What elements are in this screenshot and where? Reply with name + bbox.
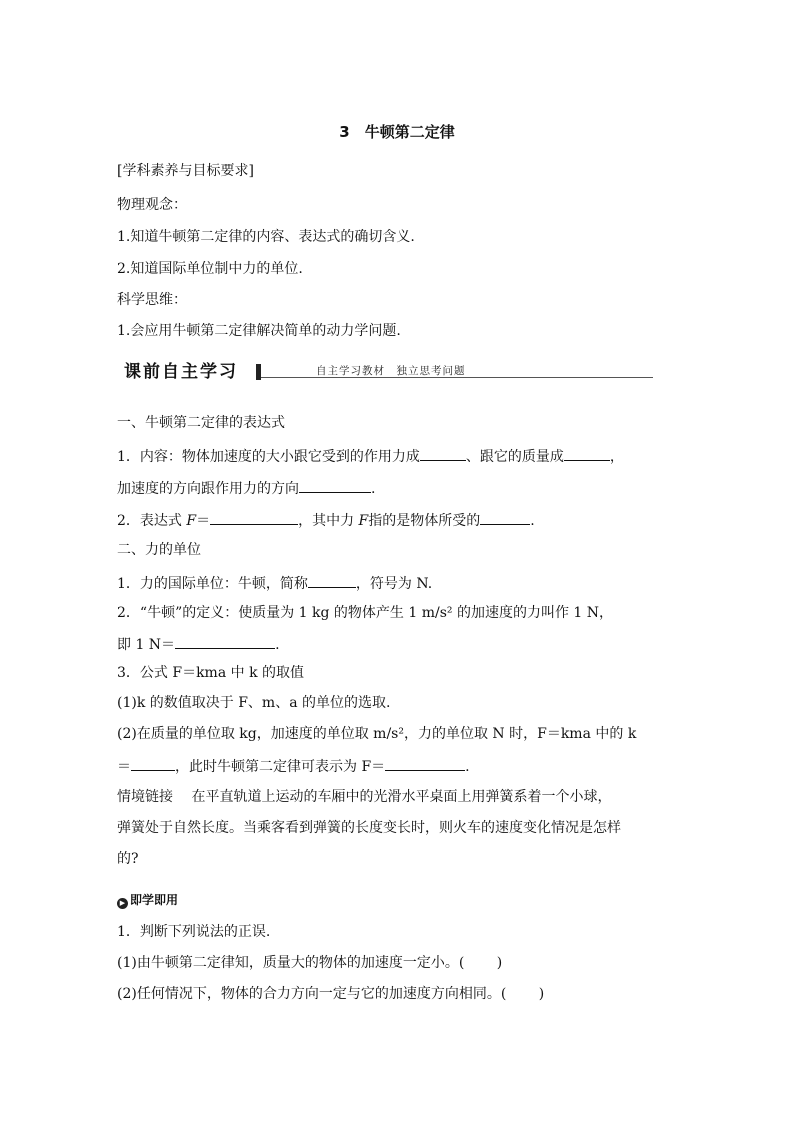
exercise-line: (1)k 的数值取决于 F、m、a 的单位的选取. [117,695,391,711]
answer-blank [385,756,465,771]
answer-blank [308,573,356,588]
exercise-line: 2．表达式 F＝ ，其中力 F指的是物体所受的 . [117,510,535,530]
section-heading: 一、牛顿第二定律的表达式 [117,415,285,431]
banner-label: 课前自主学习 [124,362,238,382]
answer-blank [175,634,275,649]
answer-blank [480,510,530,525]
banner-subtitle: 自主学习教材 独立思考问题 [316,365,466,377]
scenario-text: 弹簧处于自然长度。当乘客看到弹簧的长度变长时，则火车的速度变化情况是怎样 [117,820,621,836]
exercise-line: 加速度的方向跟作用力的方向 . [117,478,375,498]
goal-category: 科学思维： [117,292,187,308]
page-title: 3 牛顿第二定律 [339,123,455,141]
exercise-line: 即 1 N＝ . [117,634,280,654]
goal-category: 物理观念： [117,197,187,213]
exercise-line: (1)由牛顿第二定律知，质量大的物体的加速度一定小。( ) [117,955,503,971]
answer-blank [131,756,175,771]
exercise-line: 1．判断下列说法的正误. [117,924,271,940]
exercise-line: 2．“牛顿”的定义：使质量为 1 kg 的物体产生 1 m/s² 的加速度的力叫作 1 N， [117,605,614,621]
goal-item: 1.知道牛顿第二定律的内容、表达式的确切含义. [117,229,415,245]
exercise-line: (2)在质量的单位取 kg，加速度的单位取 m/s²，力的单位取 N 时，F＝kma 中的 k [117,726,637,742]
play-icon: ▶ [117,898,128,909]
practice-heading: ▶ 即学即用 [117,891,178,909]
scenario-text: 的? [117,851,139,867]
answer-blank [299,478,371,493]
answer-blank [564,446,610,461]
answer-blank [420,446,466,461]
goal-item: 1.会应用牛顿第二定律解决简单的动力学问题. [117,323,401,339]
scenario-text: 情境链接 在平直轨道上运动的车厢中的光滑水平桌面上用弹簧系着一个小球， [117,789,612,805]
exercise-line: 3．公式 F＝kma 中 k 的取值 [117,665,305,681]
answer-blank [210,510,298,525]
section-banner [118,362,654,384]
exercise-line: 1．内容：物体加速度的大小跟它受到的作用力成 、跟它的质量成 ， [117,446,624,466]
exercise-line: ＝ ，此时牛顿第二定律可表示为 F＝ . [117,756,470,776]
section-heading: 二、力的单位 [117,542,201,558]
exercise-line: 1．力的国际单位：牛顿，简称 ，符号为 N. [117,573,432,593]
goals-header: [学科素养与目标要求] [117,163,254,179]
goal-item: 2.知道国际单位制中力的单位. [117,261,303,277]
exercise-line: (2)任何情况下，物体的合力方向一定与它的加速度方向相同。( ) [117,986,545,1002]
